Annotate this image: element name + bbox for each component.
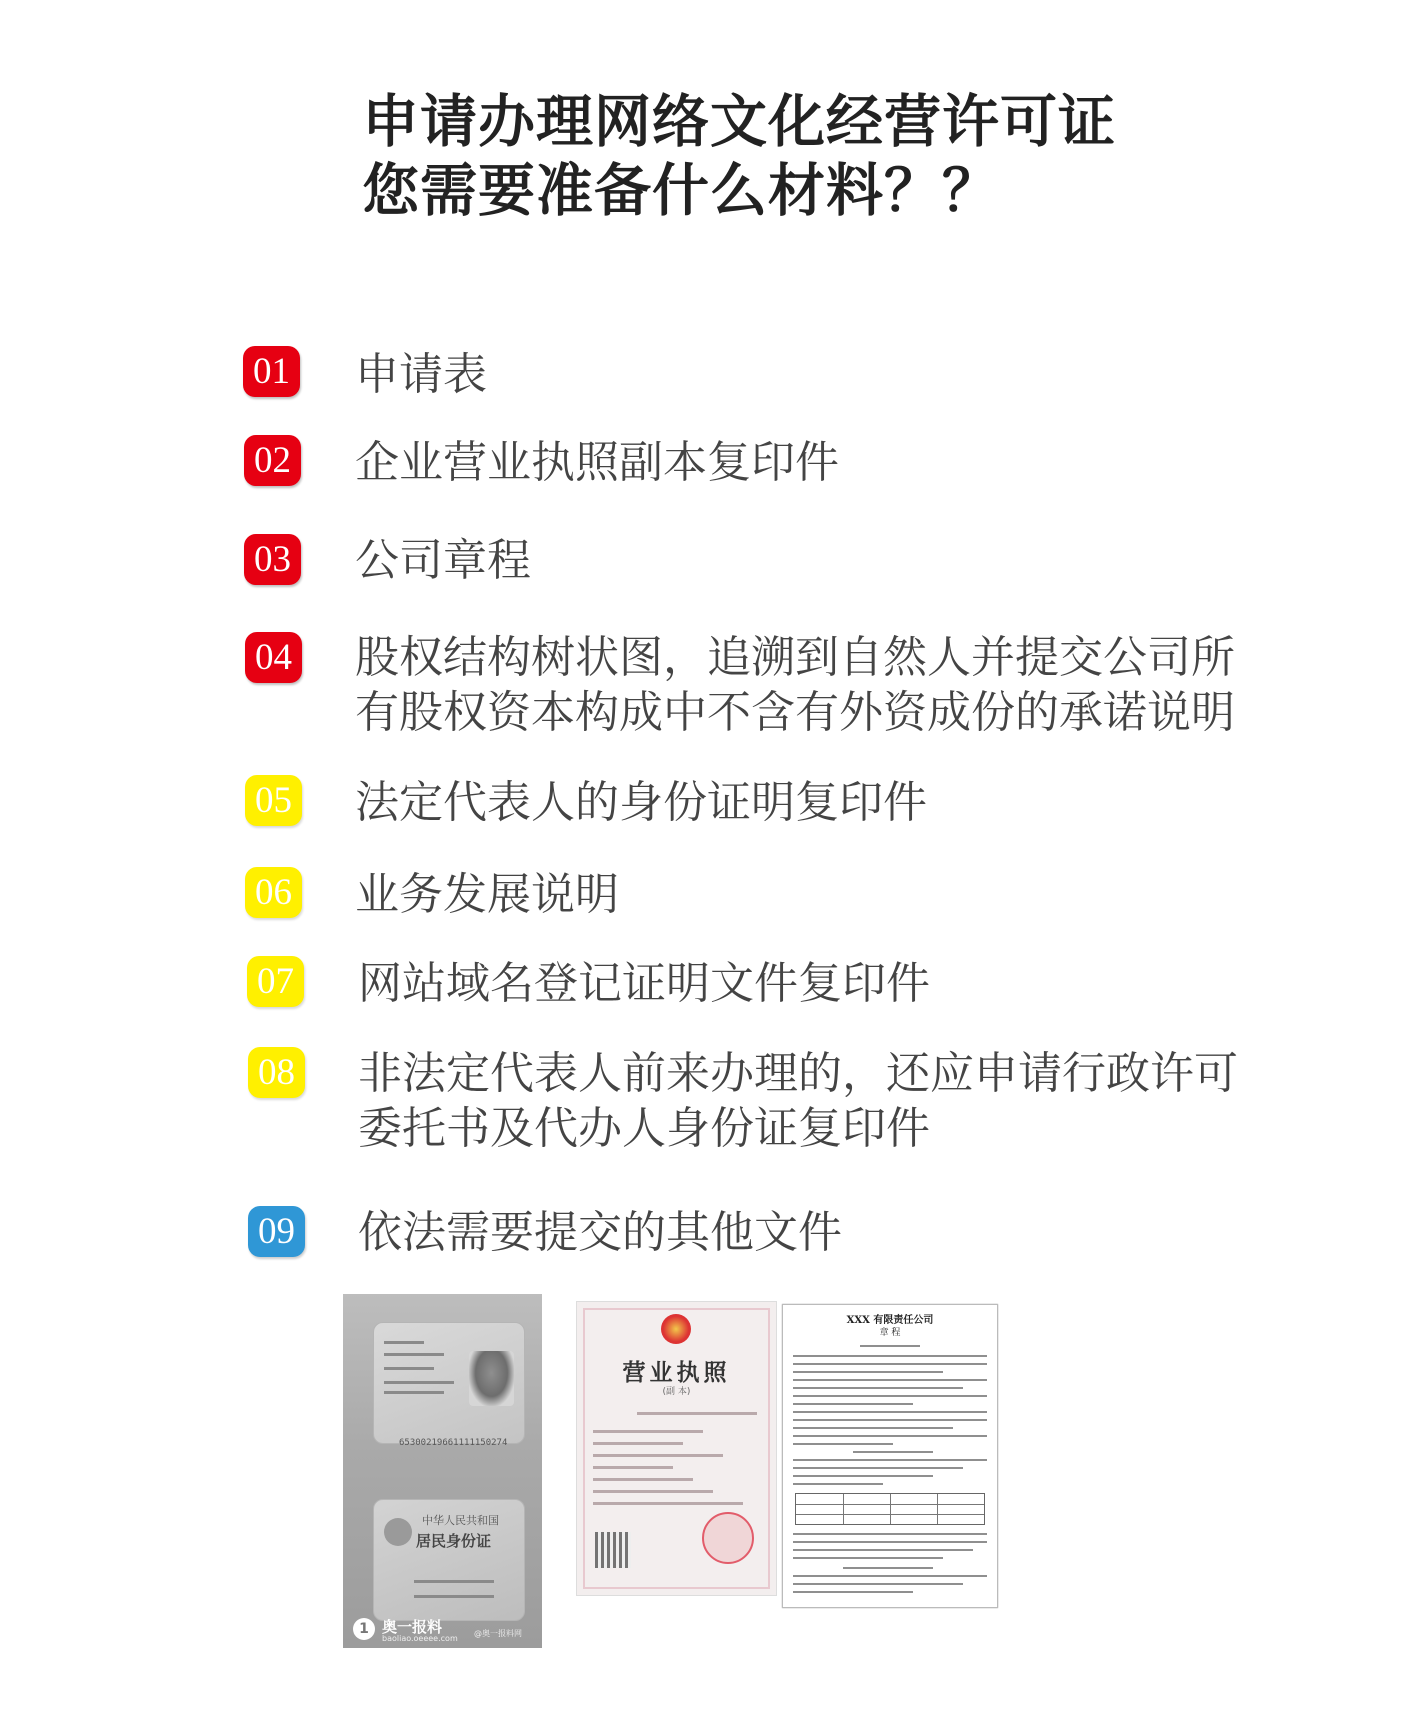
item-text: 依法需要提交的其他文件 bbox=[358, 1207, 842, 1258]
id-back-title: 居民身份证 bbox=[416, 1532, 492, 1550]
watermark-index: 1 bbox=[353, 1618, 375, 1640]
number-badge: 07 bbox=[247, 956, 304, 1007]
item-text: 股权结构树状图，追溯到自然人并提交公司所 有股权资本构成中不含有外资成份的承诺说明 bbox=[355, 632, 1235, 738]
number-badge: 04 bbox=[245, 632, 302, 683]
charter-heading: XXX 有限责任公司 bbox=[846, 1315, 934, 1326]
qr-code-icon bbox=[595, 1532, 631, 1568]
item-text: 申请表 bbox=[355, 349, 487, 400]
shareholder-table bbox=[795, 1493, 985, 1525]
business-license-photo bbox=[576, 1301, 777, 1596]
id-card-photo bbox=[343, 1294, 542, 1648]
id-card-back bbox=[373, 1499, 525, 1621]
number-badge: 05 bbox=[245, 775, 302, 826]
page-title bbox=[362, 88, 1116, 226]
watermark-handle: @奥一报料网 bbox=[474, 1629, 522, 1638]
id-card-front bbox=[373, 1322, 525, 1448]
item-text: 企业营业执照副本复印件 bbox=[355, 437, 839, 488]
number-badge: 02 bbox=[244, 435, 301, 486]
charter-subheading: 章 程 bbox=[879, 1328, 901, 1338]
item-text: 网站域名登记证明文件复印件 bbox=[358, 958, 930, 1009]
item-text: 公司章程 bbox=[355, 535, 531, 586]
id-back-title-small: 中华人民共和国 bbox=[422, 1514, 499, 1527]
number-badge: 06 bbox=[245, 867, 302, 918]
license-title: 营业执照 bbox=[622, 1359, 731, 1386]
item-text: 业务发展说明 bbox=[355, 869, 619, 920]
title-line-2: 您需要准备什么材料？？ bbox=[362, 158, 1000, 224]
item-text: 非法定代表人前来办理的，还应申请行政许可 委托书及代办人身份证复印件 bbox=[358, 1048, 1238, 1154]
official-seal-icon bbox=[702, 1512, 754, 1564]
item-text: 法定代表人的身份证明复印件 bbox=[355, 777, 927, 828]
id-number: 65300219661111150274 bbox=[399, 1438, 508, 1448]
number-badge: 08 bbox=[248, 1047, 305, 1098]
watermark-url: baoliao.oeeee.com bbox=[382, 1634, 458, 1643]
watermark-brand: 奥一报料 bbox=[382, 1618, 443, 1636]
portrait-photo bbox=[469, 1351, 514, 1406]
number-badge: 09 bbox=[248, 1206, 305, 1257]
national-emblem-icon bbox=[384, 1518, 412, 1546]
number-badge: 01 bbox=[243, 346, 300, 397]
title-line-1: 申请办理网络文化经营许可证 bbox=[362, 89, 1116, 155]
watermark bbox=[349, 1614, 539, 1644]
national-emblem-icon bbox=[661, 1314, 691, 1344]
license-subtitle: (副 本) bbox=[662, 1387, 691, 1397]
number-badge: 03 bbox=[244, 534, 301, 585]
charter-document-photo bbox=[782, 1304, 998, 1608]
